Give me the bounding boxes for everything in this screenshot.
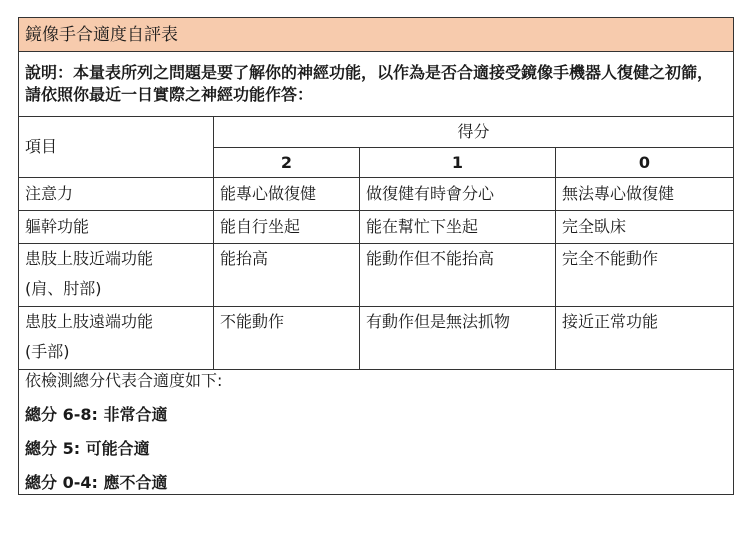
header-row <box>19 117 734 148</box>
score-1-cell: 能動作但不能抬高 <box>360 244 556 307</box>
table-row-proximal <box>19 244 734 307</box>
score-2-cell: 不能動作 <box>214 307 360 370</box>
title-row <box>19 18 734 52</box>
instruction-text: 說明：本量表所列之問題是要了解你的神經功能，以作為是否合適接受鏡像手機器人復健之初篩，請依照你最近一日實際之神經功能作答： <box>19 52 734 117</box>
score-0-cell: 完全不能動作 <box>556 244 734 307</box>
score-column-header: 得分 <box>214 117 734 148</box>
score-0-header: 0 <box>556 148 734 178</box>
item-cell <box>19 244 214 307</box>
item-column-header: 項目 <box>19 117 214 178</box>
score-1-header: 1 <box>360 148 556 178</box>
interpretation-intro: 依檢測總分代表合適度如下: <box>25 371 223 390</box>
item-label-line2: (手部) <box>25 342 70 361</box>
score-1-cell: 做復健有時會分心 <box>360 178 556 211</box>
self-assessment-form <box>18 17 734 495</box>
interpretation-high: 總分 6-8: 非常合適 <box>25 405 168 424</box>
score-2-cell: 能自行坐起 <box>214 211 360 244</box>
form-title: 鏡像手合適度自評表 <box>19 18 734 52</box>
score-0-cell: 無法專心做復健 <box>556 178 734 211</box>
table-row-distal <box>19 307 734 370</box>
score-1-cell: 能在幫忙下坐起 <box>360 211 556 244</box>
item-label-line1: 患肢上肢近端功能 <box>25 249 154 268</box>
score-2-cell: 能專心做復健 <box>214 178 360 211</box>
item-cell: 注意力 <box>19 178 214 211</box>
score-2-header: 2 <box>214 148 360 178</box>
item-cell <box>19 307 214 370</box>
item-label-line1: 患肢上肢遠端功能 <box>25 312 154 331</box>
interpretation-low: 總分 0-4: 應不合適 <box>25 473 168 492</box>
item-label-line2: (肩、肘部) <box>25 279 102 298</box>
score-0-cell: 接近正常功能 <box>556 307 734 370</box>
footer-row <box>19 370 734 495</box>
item-cell: 軀幹功能 <box>19 211 214 244</box>
score-2-cell: 能抬高 <box>214 244 360 307</box>
instruction-row <box>19 52 734 117</box>
table-row-trunk <box>19 211 734 244</box>
table-row-attention <box>19 178 734 211</box>
score-1-cell: 有動作但是無法抓物 <box>360 307 556 370</box>
score-interpretation <box>19 370 734 495</box>
interpretation-medium: 總分 5: 可能合適 <box>25 439 150 458</box>
score-0-cell: 完全臥床 <box>556 211 734 244</box>
